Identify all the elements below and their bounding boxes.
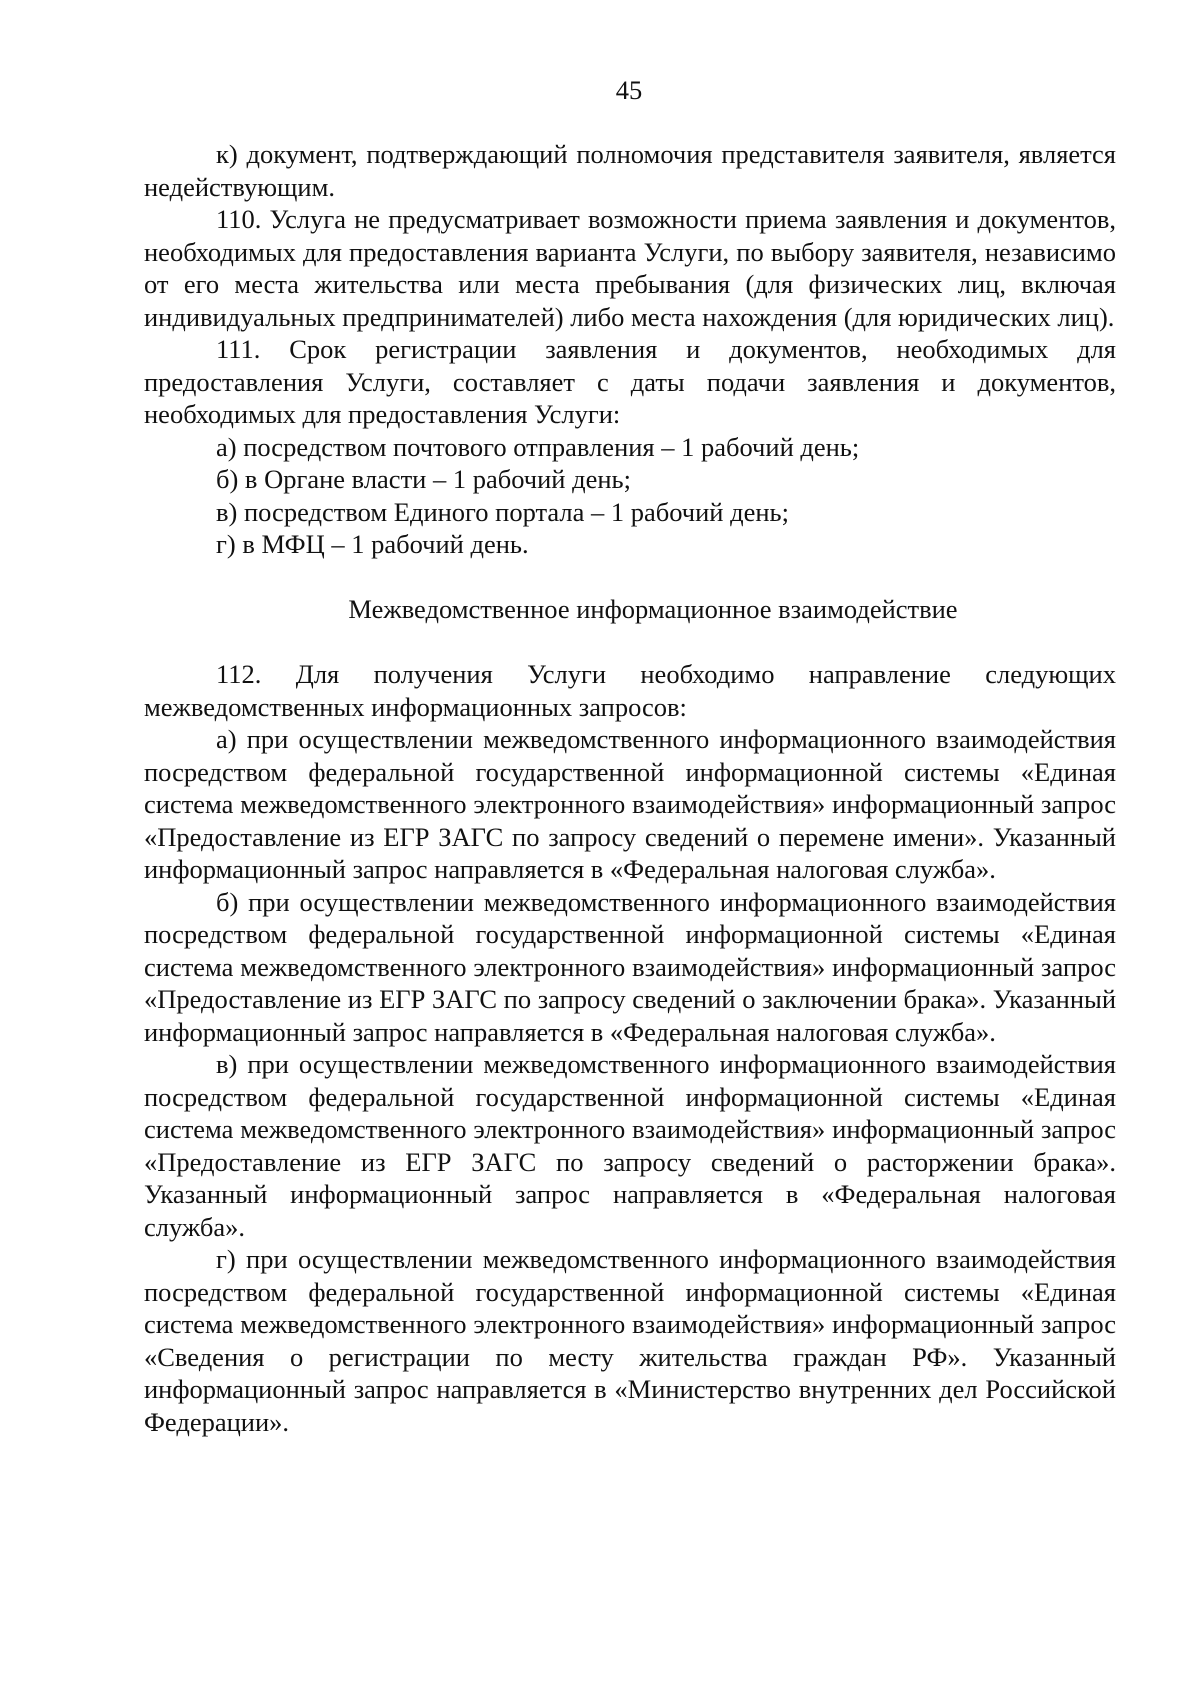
paragraph-112-a: а) при осуществлении межведомственного информационного взаимодействия посредством федеральной государственной информационной системы «Единая система межведомственного электронного взаимодействия» информационный запрос «Предоставление из ЕГР ЗАГС по запросу сведений о перемене имени». Указанный информационный запрос направляется в «Федеральная налоговая служба».: [144, 724, 1116, 884]
paragraph-112-v: в) при осуществлении межведомственного информационного взаимодействия посредством федеральной государственной информационной системы «Единая система межведомственного электронного взаимодействия» информационный запрос «Предоставление из ЕГР ЗАГС по запросу сведений о расторжении брака». Указанный информационный запрос направляется в «Федеральная налоговая служба».: [144, 1049, 1116, 1242]
document-body: [144, 138, 1116, 1438]
list-item-v: в) посредством Единого портала – 1 рабочий день;: [216, 496, 789, 527]
page-number: 45: [615, 75, 643, 105]
paragraph-111: 111. Срок регистрации заявления и документов, необходимых для предоставления Услуги, составляет с даты подачи заявления и документов, необходимых для предоставления Услуги:: [144, 334, 1116, 429]
paragraph-112: 112. Для получения Услуги необходимо направление следующих межведомственных информационных запросов:: [144, 659, 1116, 722]
paragraph-110: 110. Услуга не предусматривает возможности приема заявления и документов, необходимых для предоставления варианта Услуги, по выбору заявителя, независимо от его места жительства или места пребывания (для физических лиц, включая индивидуальных предпринимателей) либо места нахождения (для юридических лиц).: [144, 204, 1116, 332]
paragraph-112-g: г) при осуществлении межведомственного информационного взаимодействия посредством федеральной государственной информационной системы «Единая система межведомственного электронного взаимодействия» информационный запрос «Сведения о регистрации по месту жительства граждан РФ». Указанный информационный запрос направляется в «Министерство внутренних дел Российской Федерации».: [144, 1244, 1116, 1437]
section-heading: Межведомственное информационное взаимодействие: [348, 593, 958, 624]
paragraph-112-b: б) при осуществлении межведомственного информационного взаимодействия посредством федеральной государственной информационной системы «Единая система межведомственного электронного взаимодействия» информационный запрос «Предоставление из ЕГР ЗАГС по запросу сведений о заключении брака». Указанный информационный запрос направляется в «Федеральная налоговая служба».: [144, 886, 1116, 1047]
list-item-a: а) посредством почтового отправления – 1 рабочий день;: [216, 431, 860, 462]
list-item-g: г) в МФЦ – 1 рабочий день.: [216, 529, 529, 559]
list-item-b: б) в Органе власти – 1 рабочий день;: [216, 464, 631, 494]
paragraph-item-k-invalid-document: к) документ, подтверждающий полномочия представителя заявителя, является недействующим.: [144, 139, 1116, 202]
